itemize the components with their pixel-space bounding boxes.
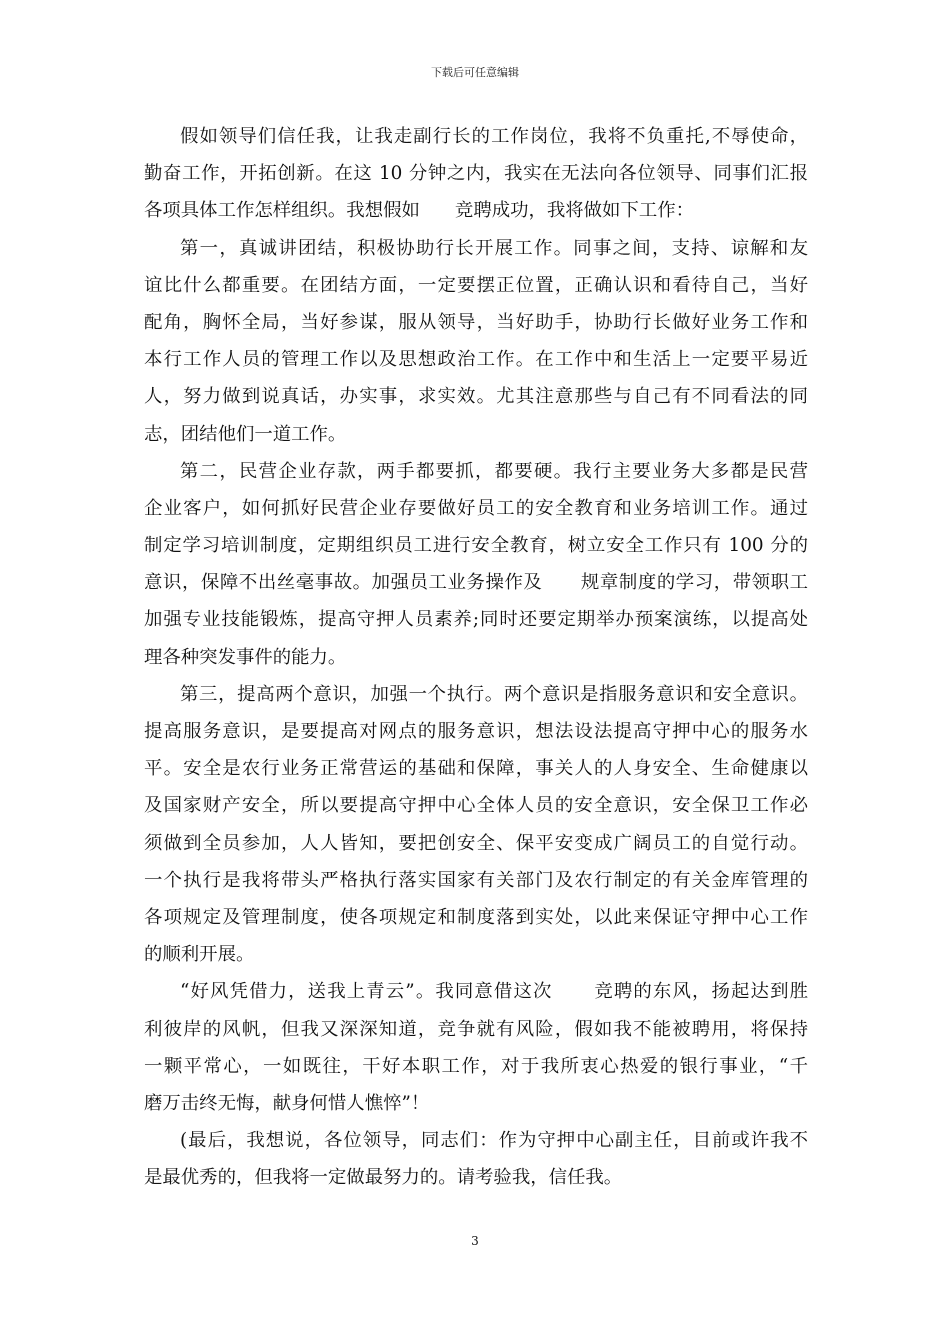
text-line: 人，努力做到说真话，办实事，求实效。尤其注意那些与自己有不同看法的同 [144,386,808,408]
paragraph-5 [144,973,808,1122]
text-line: 第三，提高两个意识，加强一个执行。两个意识是指服务意识和安全意识。 [180,683,808,705]
text-line: 制定学习培训制度，定期组织员工进行安全教育，树立安全工作只有 100 分的 [144,535,808,557]
text-line: 各项规定及管理制度，使各项规定和制度落到实处，以此来保证守押中心工作 [144,906,808,928]
text-line: 一颗平常心，一如既往，干好本职工作，对于我所衷心热爱的银行事业，“千 [144,1055,808,1077]
text-line: 意识，保障不出丝毫事故。加强员工业务操作及 规章制度的学习，带领职工 [144,572,808,594]
paragraph-2 [144,230,808,453]
text-line: 第二，民营企业存款，两手都要抓，都要硬。我行主要业务大多都是民营 [180,460,808,482]
text-line: 磨万击终无悔，献身何惜人憔悴”！ [144,1092,430,1114]
paragraph-4 [144,676,808,974]
text-line: 平。安全是农行业务正常营运的基础和保障，事关人的人身安全、生命健康以 [144,758,808,780]
text-line: 勤奋工作，开拓创新。在这 10 分钟之内，我实在无法向各位领导、同事们汇报 [144,163,808,185]
text-line: “好风凭借力，送我上青云”。我同意借这次 竞聘的东风，扬起达到胜 [180,981,808,1003]
text-line: 企业客户，如何抓好民营企业存要做好员工的安全教育和业务培训工作。通过 [144,497,808,519]
text-line: 志，团结他们一道工作。 [144,423,347,445]
text-line: 须做到全员参加，人人皆知，要把创安全、保平安变成广阔员工的自觉行动。 [144,832,808,854]
text-line: 是最优秀的，但我将一定做最努力的。请考验我，信任我。 [144,1167,623,1189]
page-number: 3 [471,1234,479,1248]
text-line: 及国家财产安全，所以要提高守押中心全体人员的安全意识，安全保卫工作必 [144,795,808,817]
paragraph-1 [144,118,808,230]
text-line: 谊比什么都重要。在团结方面，一定要摆正位置，正确认识和看待自己，当好 [144,274,808,296]
text-line: 一个执行是我将带头严格执行落实国家有关部门及农行制定的有关金库管理的 [144,869,808,891]
text-line: 提高服务意识，是要提高对网点的服务意识，想法设法提高守押中心的服务水 [144,721,808,742]
paragraph-6 [144,1122,808,1196]
text-line: 利彼岸的风帆，但我又深深知道，竞争就有风险，假如我不能被聘用，将保持 [144,1018,808,1040]
text-line: 的顺利开展。 [144,944,255,966]
page-header: 下载后可任意编辑 [431,66,519,79]
text-line: 本行工作人员的管理工作以及思想政治工作。在工作中和生活上一定要平易近 [144,349,808,371]
text-line: 加强专业技能锻炼，提高守押人员素养;同时还要定期举办预案演练，以提高处 [144,609,808,631]
paragraph-3 [144,453,808,676]
document-body [144,118,808,1196]
text-line: 理各种突发事件的能力。 [144,646,347,668]
text-line: 第一，真诚讲团结，积极协助行长开展工作。同事之间，支持、谅解和友 [180,237,808,259]
text-line: 各项具体工作怎样组织。我想假如 竞聘成功，我将做如下工作： [144,200,695,222]
text-line: 配角，胸怀全局，当好参谋，服从领导，当好助手，协助行长做好业务工作和 [144,311,808,333]
text-line: 假如领导们信任我，让我走副行长的工作岗位，我将不负重托,不辱使命， [180,126,808,147]
text-line: (最后，我想说，各位领导，同志们：作为守押中心副主任，目前或许我不 [180,1130,808,1152]
